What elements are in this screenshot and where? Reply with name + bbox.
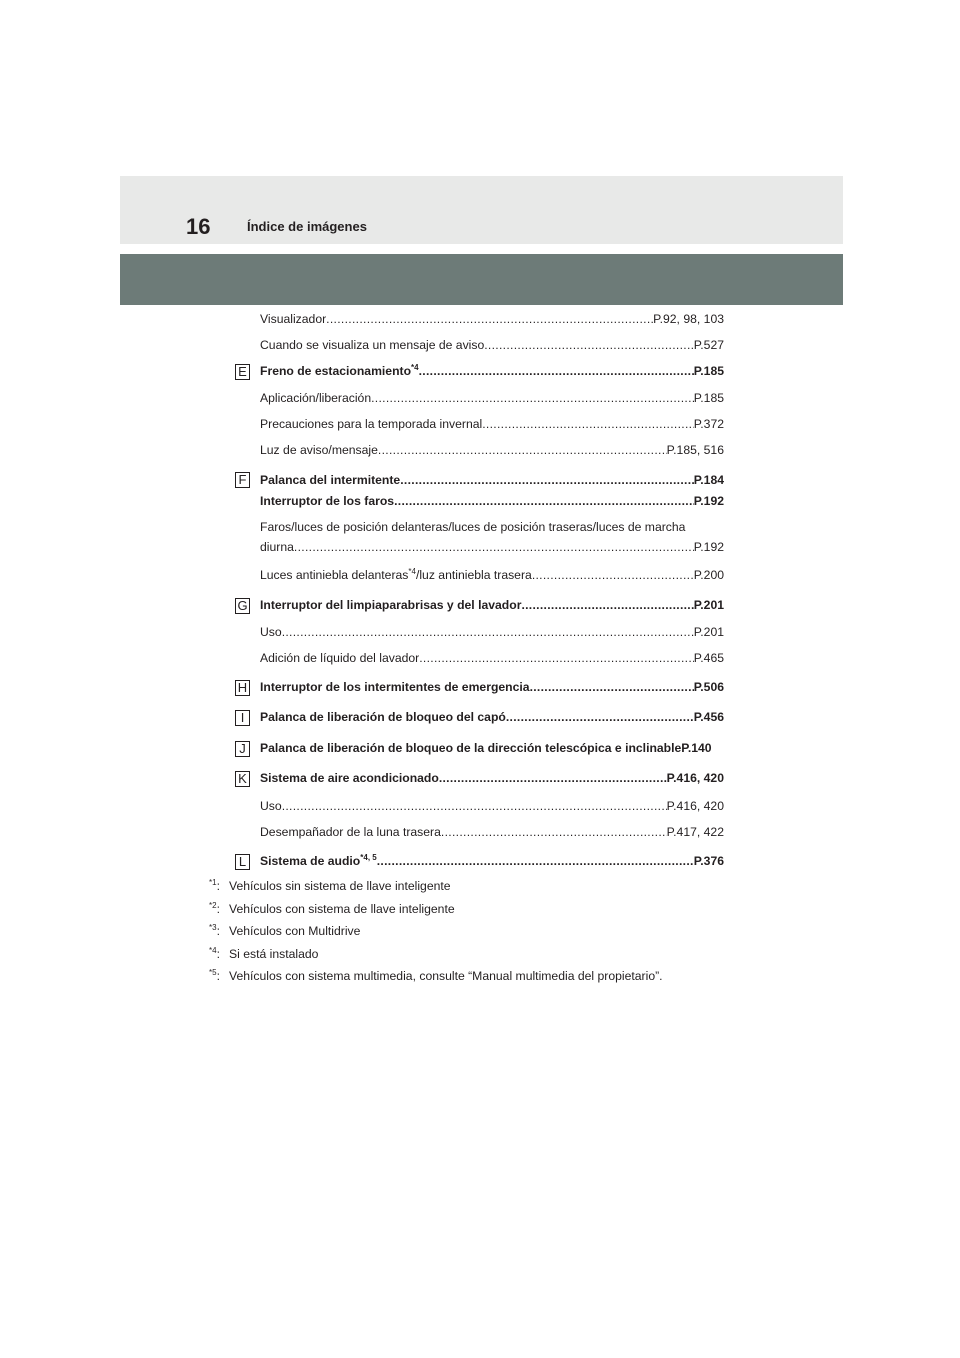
entry-label: Interruptor del limpiaparabrisas y del lavador <box>260 598 522 612</box>
footnote-text: Vehículos con Multidrive <box>229 924 361 938</box>
leader-dots <box>282 798 667 814</box>
footnote-mark-text: *2 <box>209 900 217 910</box>
footnote-ref: *4, 5 <box>360 852 377 862</box>
entry-label: diurna <box>260 540 294 554</box>
index-entry <box>260 650 724 666</box>
header-band <box>120 176 843 244</box>
index-entry-heading <box>260 597 724 613</box>
footnote-text: Vehículos con sistema multimedia, consulte “Manual multimedia del propietario”. <box>229 969 663 983</box>
page-reference: P.527 <box>693 338 724 352</box>
entry-label: Desempañador de la luna trasera <box>260 825 441 839</box>
index-entry-heading <box>260 472 724 488</box>
entry-label: Sistema de aire acondicionado <box>260 771 439 785</box>
footnote-mark-text: *4 <box>209 945 217 955</box>
entry-label-text: /luz antiniebla trasera <box>415 568 532 582</box>
leader-dots <box>377 853 694 869</box>
leader-dots <box>484 337 693 353</box>
entry-label: Adición de líquido del lavador <box>260 651 420 665</box>
page-reference: P.192 <box>693 494 724 508</box>
letter-marker-e: E <box>235 364 250 380</box>
index-entry-heading <box>260 363 724 379</box>
page-reference: P.376 <box>693 854 724 868</box>
entry-label: Aplicación/liberación <box>260 391 372 405</box>
leader-dots <box>530 679 694 695</box>
footnote-text: Vehículos con sistema de llave inteligente <box>229 902 455 916</box>
page-reference: P.456 <box>693 710 724 724</box>
footnote-ref: *4 <box>411 362 419 372</box>
page-reference: P.201 <box>693 598 724 612</box>
footnote <box>209 901 455 917</box>
index-entry <box>260 337 724 353</box>
index-entry-heading <box>260 770 724 786</box>
entry-label <box>260 567 532 583</box>
footnote-mark-text: *1 <box>209 877 217 887</box>
entry-label-text: Freno de estacionamiento <box>260 364 412 378</box>
index-entry <box>260 624 724 640</box>
index-entry-heading <box>260 853 724 869</box>
index-entry <box>260 539 724 555</box>
index-entry-heading <box>260 493 724 509</box>
leader-dots <box>282 624 694 640</box>
footnote <box>209 968 663 984</box>
entry-label: Palanca de liberación de bloqueo de la dirección telescópica e inclinable <box>260 741 682 755</box>
footnote-mark: $^{*4}$: <box>209 945 220 961</box>
page-reference: P.185 <box>693 364 724 378</box>
entry-text-line: Faros/luces de posición delanteras/luces de posición traseras/luces de marcha <box>260 520 686 534</box>
entry-label: Palanca del intermitente <box>260 473 401 487</box>
footnote-mark-text: *5 <box>209 967 217 977</box>
page-reference: P.192 <box>693 540 724 554</box>
index-entry <box>260 390 724 406</box>
page-reference: P.416, 420 <box>666 799 724 813</box>
entry-label <box>260 363 419 379</box>
index-entry <box>260 416 724 432</box>
page-reference: P.140 <box>681 741 712 755</box>
footnote-mark: $^{*1}$: <box>209 877 220 893</box>
entry-label: Palanca de liberación de bloqueo del capó <box>260 710 506 724</box>
footnote <box>209 946 318 962</box>
entry-label: Uso <box>260 625 282 639</box>
letter-marker-f: F <box>235 472 250 488</box>
leader-dots <box>419 363 694 379</box>
leader-dots <box>294 539 694 555</box>
page-reference: P.92, 98, 103 <box>653 312 724 326</box>
leader-dots <box>371 390 694 406</box>
header-bar <box>120 254 843 305</box>
footnote-text: Si está instalado <box>229 947 319 961</box>
page-reference: P.372 <box>693 417 724 431</box>
entry-label: Uso <box>260 799 282 813</box>
footnote-mark: $^{*2}$: <box>209 900 220 916</box>
entry-label <box>260 853 377 869</box>
footnote-ref: *4 <box>408 566 416 576</box>
page-reference: P.506 <box>693 680 724 694</box>
entry-label-text: Sistema de audio <box>260 854 361 868</box>
leader-dots <box>394 493 694 509</box>
entry-label: Interruptor de los intermitentes de emergencia <box>260 680 530 694</box>
index-entry <box>260 311 724 327</box>
entry-label: Luz de aviso/mensaje <box>260 443 378 457</box>
page-reference: P.201 <box>693 625 724 639</box>
leader-dots <box>378 442 667 458</box>
leader-dots <box>521 597 693 613</box>
leader-dots <box>506 709 694 725</box>
letter-marker-g: G <box>235 598 250 614</box>
entry-label: Cuando se visualiza un mensaje de aviso <box>260 338 485 352</box>
letter-marker-i: I <box>235 710 250 726</box>
entry-label: Precauciones para la temporada invernal <box>260 417 483 431</box>
index-entry-heading <box>260 679 724 695</box>
page-reference: P.416, 420 <box>666 771 724 785</box>
entry-label: Interruptor de los faros <box>260 494 395 508</box>
page-reference: P.465 <box>693 651 724 665</box>
leader-dots <box>419 650 693 666</box>
leader-dots <box>439 770 667 786</box>
leader-dots <box>482 416 694 432</box>
index-entry <box>260 567 724 583</box>
index-entry <box>260 442 724 458</box>
index-entry <box>260 824 724 840</box>
leader-dots <box>532 567 694 583</box>
letter-marker-j: J <box>235 741 250 757</box>
footnote <box>209 923 360 939</box>
page-reference: P.185, 516 <box>666 443 724 457</box>
index-entry <box>260 798 724 814</box>
page-reference: P.185 <box>693 391 724 405</box>
index-entry-heading <box>260 740 740 756</box>
leader-dots <box>400 472 694 488</box>
footnote-mark: $^{*3}$: <box>209 922 220 938</box>
index-entry-heading <box>260 709 724 725</box>
page-reference: P.184 <box>693 473 724 487</box>
footnote-text: Vehículos sin sistema de llave inteligente <box>229 879 451 893</box>
page-number: 16 <box>186 214 211 239</box>
page-reference: P.417, 422 <box>666 825 724 839</box>
footnote-mark-text: *3 <box>209 922 217 932</box>
entry-label: Visualizador <box>260 312 327 326</box>
letter-marker-k: K <box>235 771 250 787</box>
page-reference: P.200 <box>693 568 724 582</box>
leader-dots <box>441 824 667 840</box>
leader-dots <box>326 311 653 327</box>
section-title: Índice de imágenes <box>247 219 367 234</box>
letter-marker-l: L <box>235 854 250 870</box>
footnote <box>209 878 451 894</box>
footnote-mark: $^{*5}$: <box>209 967 220 983</box>
entry-label-text: Luces antiniebla delanteras <box>260 568 409 582</box>
letter-marker-h: H <box>235 680 250 696</box>
